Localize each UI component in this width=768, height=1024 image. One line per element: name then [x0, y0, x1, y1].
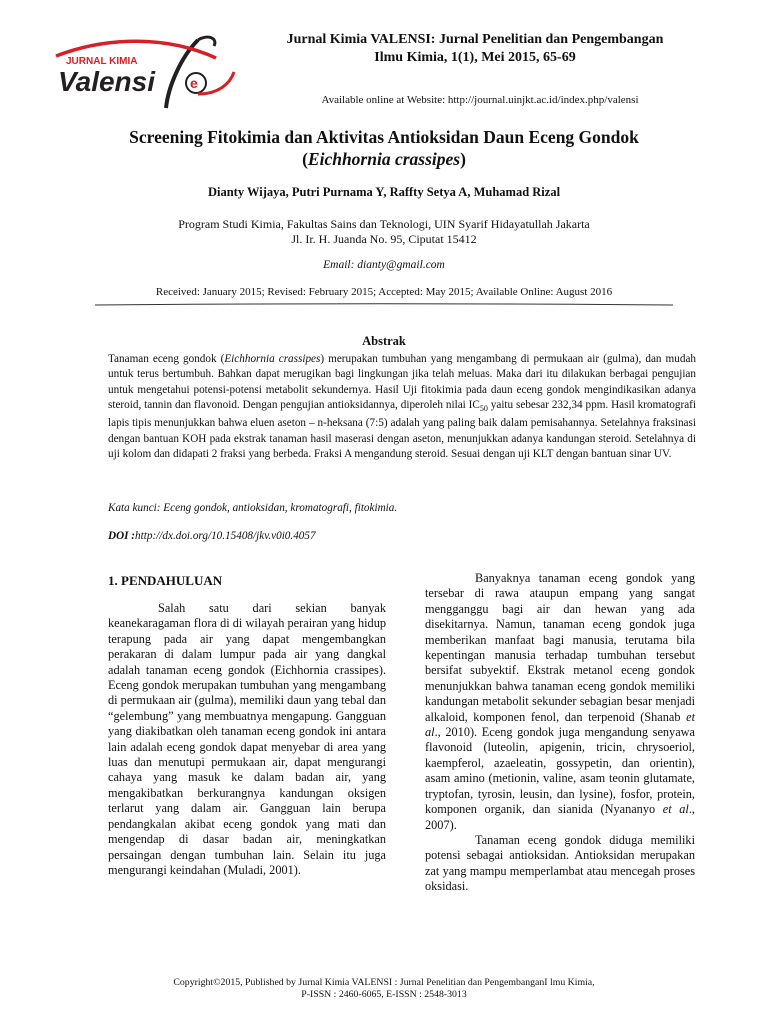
title-line1: Screening Fitokimia dan Aktivitas Antioksidan Daun Eceng Gondok: [129, 127, 639, 147]
journal-name-line1: Jurnal Kimia VALENSI: Jurnal Penelitian dan Pengembangan: [286, 32, 664, 47]
section-heading: 1. PENDAHULUAN: [108, 573, 223, 588]
journal-issue-line: Ilmu Kimia, 1(1), Mei 2015, 65-69: [374, 50, 576, 65]
logo-small-text: JURNAL KIMIA: [66, 56, 138, 67]
abstract-text: [108, 352, 696, 462]
logo-letter: e: [190, 75, 198, 91]
authors: Dianty Wijaya, Putri Purnama Y, Raffty Setya A, Muhamad Rizal: [207, 185, 561, 199]
right-paragraph-2: Tanaman eceng gondok diduga memiliki potensi sebagai antioksidan. Antioksidan merupakan zat yang mampu memperlambat atau mencegah proses oksidasi.: [425, 832, 695, 894]
abstract-part1: Tanaman eceng gondok (: [108, 353, 225, 365]
right-column: [425, 571, 695, 895]
rp1-b: ., 2010). Eceng gondok juga mengandung senyawa flavonoid (luteolin, apigenin, tricin, chrysoeriol, kaempferol, azaeleatin, gossypetin, dan orientin), asam amino (metionin, valine, asam teonin glutamate, tryptofan, tyrosin, leusin, dan lysine), fosfor, protein, komponen organik, dan sianida (Nyananyo: [425, 725, 695, 817]
abstract-subscript: 50: [479, 404, 488, 414]
title-line2: [60, 148, 708, 170]
article-title: [60, 126, 708, 170]
rp1-a: Banyaknya tanaman eceng gondok yang tersebar di rawa ataupun empang yang sangat mengganggu bagi air dan hewan yang ada disekitarnya. Namun, tanaman eceng gondok juga memberikan manfaat bagi manusia, terutama bila kepentingan manusia terhadap tumbuhan tersebut bersifat subyektif. Ekstrak metanol eceng gondok menunjukkan bahwa tanaman eceng gondok memiliki kandungan metabolit sekunder sebagian besar menjadi alkaloid, komponen fenol, dan terpenoid (Shanab: [425, 571, 695, 724]
affiliation-line2: Jl. Ir. H. Juanda No. 95, Ciputat 15412: [291, 232, 477, 246]
title-paren-close: ): [460, 149, 466, 169]
rp1-c: ., 2007).: [425, 802, 696, 832]
available-online-text: Available online at Website: http://journal.uinjkt.ac.id/index.php/valensi: [321, 94, 639, 106]
footer-issn: P-ISSN : 2460-6065, E-ISSN : 2548-3013: [301, 989, 467, 1000]
left-paragraph: Salah satu dari sekian banyak keanekaragaman flora di di wilayah perairan yang hidup terapung pada air yang dapat mengembangkan perakaran di dalam lumpur pada air yang dangkal adalah tanaman eceng gondok (Eichhornia crassipes). Eceng gondok merupakan tumbuhan yang mengambang di permukaan air (gulma), memiliki daun yang tebal dan “gelembung” yang membuatnya mengapung. Gangguan yang diakibatkan oleh tanaman eceng gondok ini antara lain adalah eceng gondok dapat menyebar di area yang luas dan menutupi permukaan air, dapat mengurangi cahaya yang masuk ke dalam badan air, yang mengakibatkan berkurangnya kandungan oksigen terlarut yang dalam air. Gangguan lain berupa pendangkalan akibat eceng gondok yang mati dan mengendap di dasar badan air, meningkatkan persaingan dengan tumbuhan lain. Selain itu juga mengurangi keindahan (Muladi, 2001).: [108, 601, 386, 877]
received-dates: Received: January 2015; Revised: February 2015; Accepted: May 2015; Available Online: August 2016: [155, 286, 613, 298]
rp1-etal1: et al: [425, 709, 695, 740]
title-species: Eichhornia crassipes: [307, 149, 461, 169]
logo-brand-text: Valensi: [58, 66, 156, 97]
title-paren-open: (: [302, 149, 308, 169]
doi: [108, 530, 696, 542]
footer-copyright: Copyright©2015, Published by Jurnal Kimia VALENSI : Jurnal Penelitian dan PengembanganI lmu Kimia,: [173, 977, 595, 988]
left-column: [108, 601, 386, 878]
abstract-species: Eichhornia crassipes: [224, 353, 321, 365]
right-paragraph-1: [425, 571, 695, 833]
abstract-heading: Abstrak: [362, 334, 406, 348]
keywords: Kata kunci: Eceng gondok, antioksidan, kromatografi, fitokimia.: [108, 502, 398, 514]
rp1-etal2: et al: [662, 802, 689, 817]
journal-logo: [48, 28, 248, 118]
affiliation-line1: Program Studi Kimia, Fakultas Sains dan Teknologi, UIN Syarif Hidayatullah Jakarta: [178, 217, 590, 231]
header-divider: [95, 303, 673, 306]
doi-link[interactable]: http://dx.doi.org/10.15408/jkv.v0i0.4057: [135, 530, 316, 542]
abstract-part2: ) merupakan tumbuhan yang mengambang di permukaan air (gulma), dan mudah untuk terus bertumbuh. Bahkan dapat merugikan bagi lingkungan jika telah meluas. Maka dari itu dilakukan berbagai pengujian untuk mengetahui potensi-potensi metabolit sekundernya. Hasil Uji fitokimia pada daun eceng gondok mengindikasikan adanya steroid, tannin dan flavonoid. Dengan pengujian antioksidannya, diperoleh nilai IC: [108, 353, 696, 411]
doi-label: DOI :: [108, 530, 136, 542]
footer: [60, 977, 708, 1001]
author-email: Email: dianty@gmail.com: [323, 259, 445, 271]
abstract-part3: yaitu sebesar 232,34 ppm. Hasil kromatografi lapis tipis menunjukkan bahwa eluen aseton – n-heksana (7:5) adalah yang paling baik dalam pemisahannya. Setelahnya fraksinasi dengan bantuan KOH pada ekstrak tanaman hasil maserasi dengan aseton, menunjukkan adanya kandungan steroid. Setelahnya di uji kolom dan didapati 2 fraksi yang berbeda. Fraksi A mengandung steroid. Sesuai dengan uji KLT dengan bantuan sinar UV.: [108, 398, 696, 461]
